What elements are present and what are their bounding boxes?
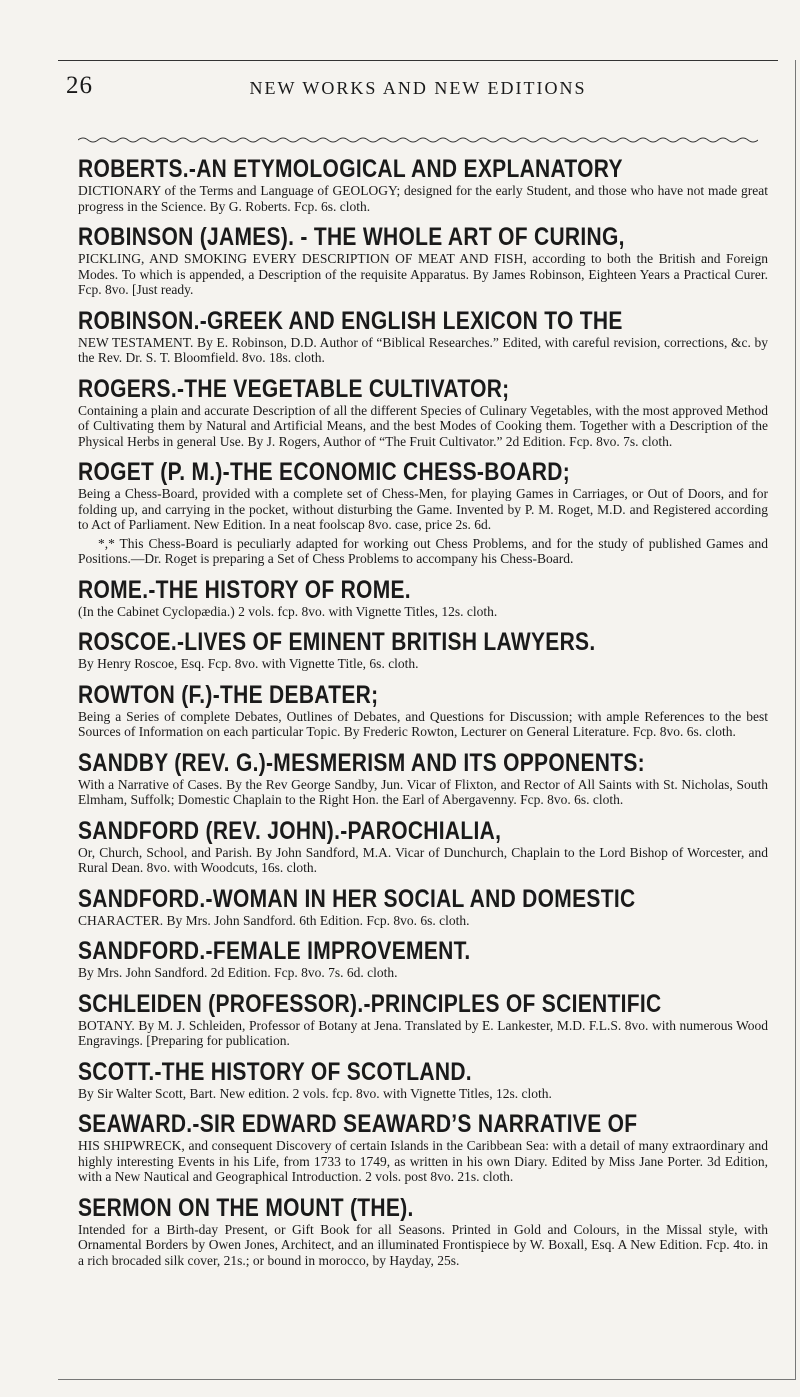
entry-robinson-james — [78, 224, 768, 298]
entry-description: NEW TESTAMENT. By E. Robinson, D.D. Author of “Biblical Researches.” Edited, with careful revision, corrections, &c. by the Rev. Dr. S. T. Bloomfield. 8vo. 18s. cloth. — [78, 334, 768, 365]
entry-heading: ROWTON (F.)-THE DEBATER; — [78, 681, 379, 709]
entry-roberts — [78, 156, 768, 214]
entry-sandford-female — [78, 938, 768, 981]
page-header — [58, 66, 778, 106]
entry-heading: SANDFORD.-WOMAN IN HER SOCIAL AND DOMESTIC — [78, 885, 636, 913]
running-title: NEW WORKS AND NEW EDITIONS — [249, 78, 587, 98]
entry-rome — [78, 577, 768, 620]
entry-description: With a Narrative of Cases. By the Rev George Sandby, Jun. Vicar of Flixton, and Rector of All Saints with St. Nicholas, South Elmham, Suffolk; Domestic Chaplain to the Right Hon. the Earl of Abergavenny. Fcp. 8vo. 6s. cloth. — [78, 776, 768, 807]
side-rule — [795, 60, 796, 1380]
ornamental-wave-rule — [78, 136, 758, 144]
page-number: 26 — [66, 72, 93, 99]
entry-roscoe — [78, 629, 768, 672]
entry-heading: SERMON ON THE MOUNT (THE). — [78, 1194, 414, 1222]
entry-note: *,* This Chess-Board is peculiarly adapted for working out Chess Problems, and for the study of published Games and Positions.—Dr. Roget is preparing a Set of Chess Problems to accompany his Chess-Board. — [78, 535, 768, 566]
entry-roget — [78, 459, 768, 567]
top-rule — [58, 60, 778, 61]
entry-heading: ROBINSON (JAMES). - THE WHOLE ART OF CURING, — [78, 224, 625, 252]
entry-description: By Sir Walter Scott, Bart. New edition. 2 vols. fcp. 8vo. with Vignette Titles, 12s. cloth. — [78, 1085, 552, 1101]
entry-heading: ROGET (P. M.)-THE ECONOMIC CHESS-BOARD; — [78, 459, 570, 487]
entry-description: (In the Cabinet Cyclopædia.) 2 vols. fcp. 8vo. with Vignette Titles, 12s. cloth. — [78, 603, 498, 619]
entry-description: By Henry Roscoe, Esq. Fcp. 8vo. with Vignette Title, 6s. cloth. — [78, 656, 419, 671]
entry-description: By Mrs. John Sandford. 2d Edition. Fcp. 8vo. 7s. 6d. cloth. — [78, 965, 398, 980]
entry-sandby — [78, 750, 768, 808]
entry-robinson-lexicon — [78, 308, 768, 366]
entry-heading: SCHLEIDEN (PROFESSOR).-PRINCIPLES OF SCIENTIFIC — [78, 990, 662, 1018]
entry-description: CHARACTER. By Mrs. John Sandford. 6th Edition. Fcp. 8vo. 6s. cloth. — [78, 912, 470, 928]
entry-heading: SCOTT.-THE HISTORY OF SCOTLAND. — [78, 1058, 472, 1086]
entry-heading: SEAWARD.-SIR EDWARD SEAWARD’S NARRATIVE OF — [78, 1111, 638, 1139]
entry-description: Or, Church, School, and Parish. By John Sandford, M.A. Vicar of Dunchurch, Chaplain to the Lord Bishop of Worcester, and Rural Dean. 8vo. with Woodcuts, 16s. cloth. — [78, 844, 768, 875]
entry-description: Being a Chess-Board, provided with a complete set of Chess-Men, for playing Games in Carriages, or Out of Doors, and for folding up, and carrying in the pocket, without disturbing the Game. Invented by P. M. Roget, M.D. and Registered according to Act of Parliament. New Edition. In a neat foolscap 8vo. case, price 2s. 6d. — [78, 486, 768, 532]
entry-sermon — [78, 1195, 768, 1269]
entry-rogers — [78, 376, 768, 450]
entry-sandford-parochialia — [78, 818, 768, 876]
entry-description: BOTANY. By M. J. Schleiden, Professor of Botany at Jena. Translated by E. Lankester, M.D. F.L.S. 8vo. with numerous Wood Engravings. [Preparing for publication. — [78, 1017, 768, 1048]
entry-description: Containing a plain and accurate Description of all the different Species of Culinary Vegetables, with the most approved Method of Cultivating them by Natural and Artificial Means, and the best Modes of Cooking them. Together with a Description of the Physical Herbs in general Use. By J. Rogers, Author of “The Fruit Cultivator.” 2d Edition. Fcp. 8vo. 7s. cloth. — [78, 402, 768, 449]
entry-heading: SANDFORD.-FEMALE IMPROVEMENT. — [78, 938, 471, 966]
entry-heading: ROBINSON.-GREEK AND ENGLISH LEXICON TO THE — [78, 307, 623, 335]
entry-seaward — [78, 1111, 768, 1185]
bottom-rule — [58, 1379, 796, 1380]
entry-schleiden — [78, 991, 768, 1049]
entry-heading: SANDFORD (REV. JOHN).-PAROCHIALIA, — [78, 817, 502, 845]
entry-heading: ROME.-THE HISTORY OF ROME. — [78, 576, 411, 604]
entry-heading: ROBERTS.-AN ETYMOLOGICAL AND EXPLANATORY — [78, 156, 623, 184]
entry-list — [78, 156, 768, 1278]
entry-description: HIS SHIPWRECK, and consequent Discovery of certain Islands in the Caribbean Sea: with a detail of many extraordinary and highly interesting Events in his Life, from 1733 to 1749, as written in his own Diary. Edited by Miss Jane Porter. 3d Edition, with a New Nautical and Geographical Introduction. 2 vols. post 8vo. 21s. cloth. — [78, 1138, 768, 1184]
entry-description: PICKLING, AND SMOKING EVERY DESCRIPTION OF MEAT AND FISH, according to both the British and Foreign Modes. To which is appended, a Description of the requisite Apparatus. By James Robinson, Eighteen Years a Practical Curer. Fcp. 8vo. [Just ready. — [78, 251, 768, 297]
entry-description: Being a Series of complete Debates, Outlines of Debates, and Questions for Discussion; with ample References to the best Sources of Information on each particular Topic. By Frederic Rowton, Lecturer on General Literature. Fcp. 8vo. 6s. cloth. — [78, 708, 768, 739]
entry-description: Intended for a Birth-day Present, or Gift Book for all Seasons. Printed in Gold and Colours, in the Missal style, with Ornamental Borders by Owen Jones, Architect, and an illuminated Frontispiece by W. Boxall, Esq. A New Edition. Fcp. 4to. in a rich brocaded silk cover, 21s.; or bound in morocco, by Hayday, 25s. — [78, 1221, 768, 1268]
catalogue-page — [58, 40, 778, 1380]
entry-scott — [78, 1059, 768, 1102]
entry-sandford-woman — [78, 886, 768, 929]
entry-description: DICTIONARY of the Terms and Language of GEOLOGY; designed for the early Student, and those who have not made great progress in the Science. By G. Roberts. Fcp. 6s. cloth. — [78, 183, 768, 214]
entry-heading: ROGERS.-THE VEGETABLE CULTIVATOR; — [78, 375, 510, 403]
entry-heading: SANDBY (REV. G.)-MESMERISM AND ITS OPPONENTS: — [78, 749, 645, 777]
entry-heading: ROSCOE.-LIVES OF EMINENT BRITISH LAWYERS. — [78, 629, 596, 657]
entry-rowton — [78, 682, 768, 740]
